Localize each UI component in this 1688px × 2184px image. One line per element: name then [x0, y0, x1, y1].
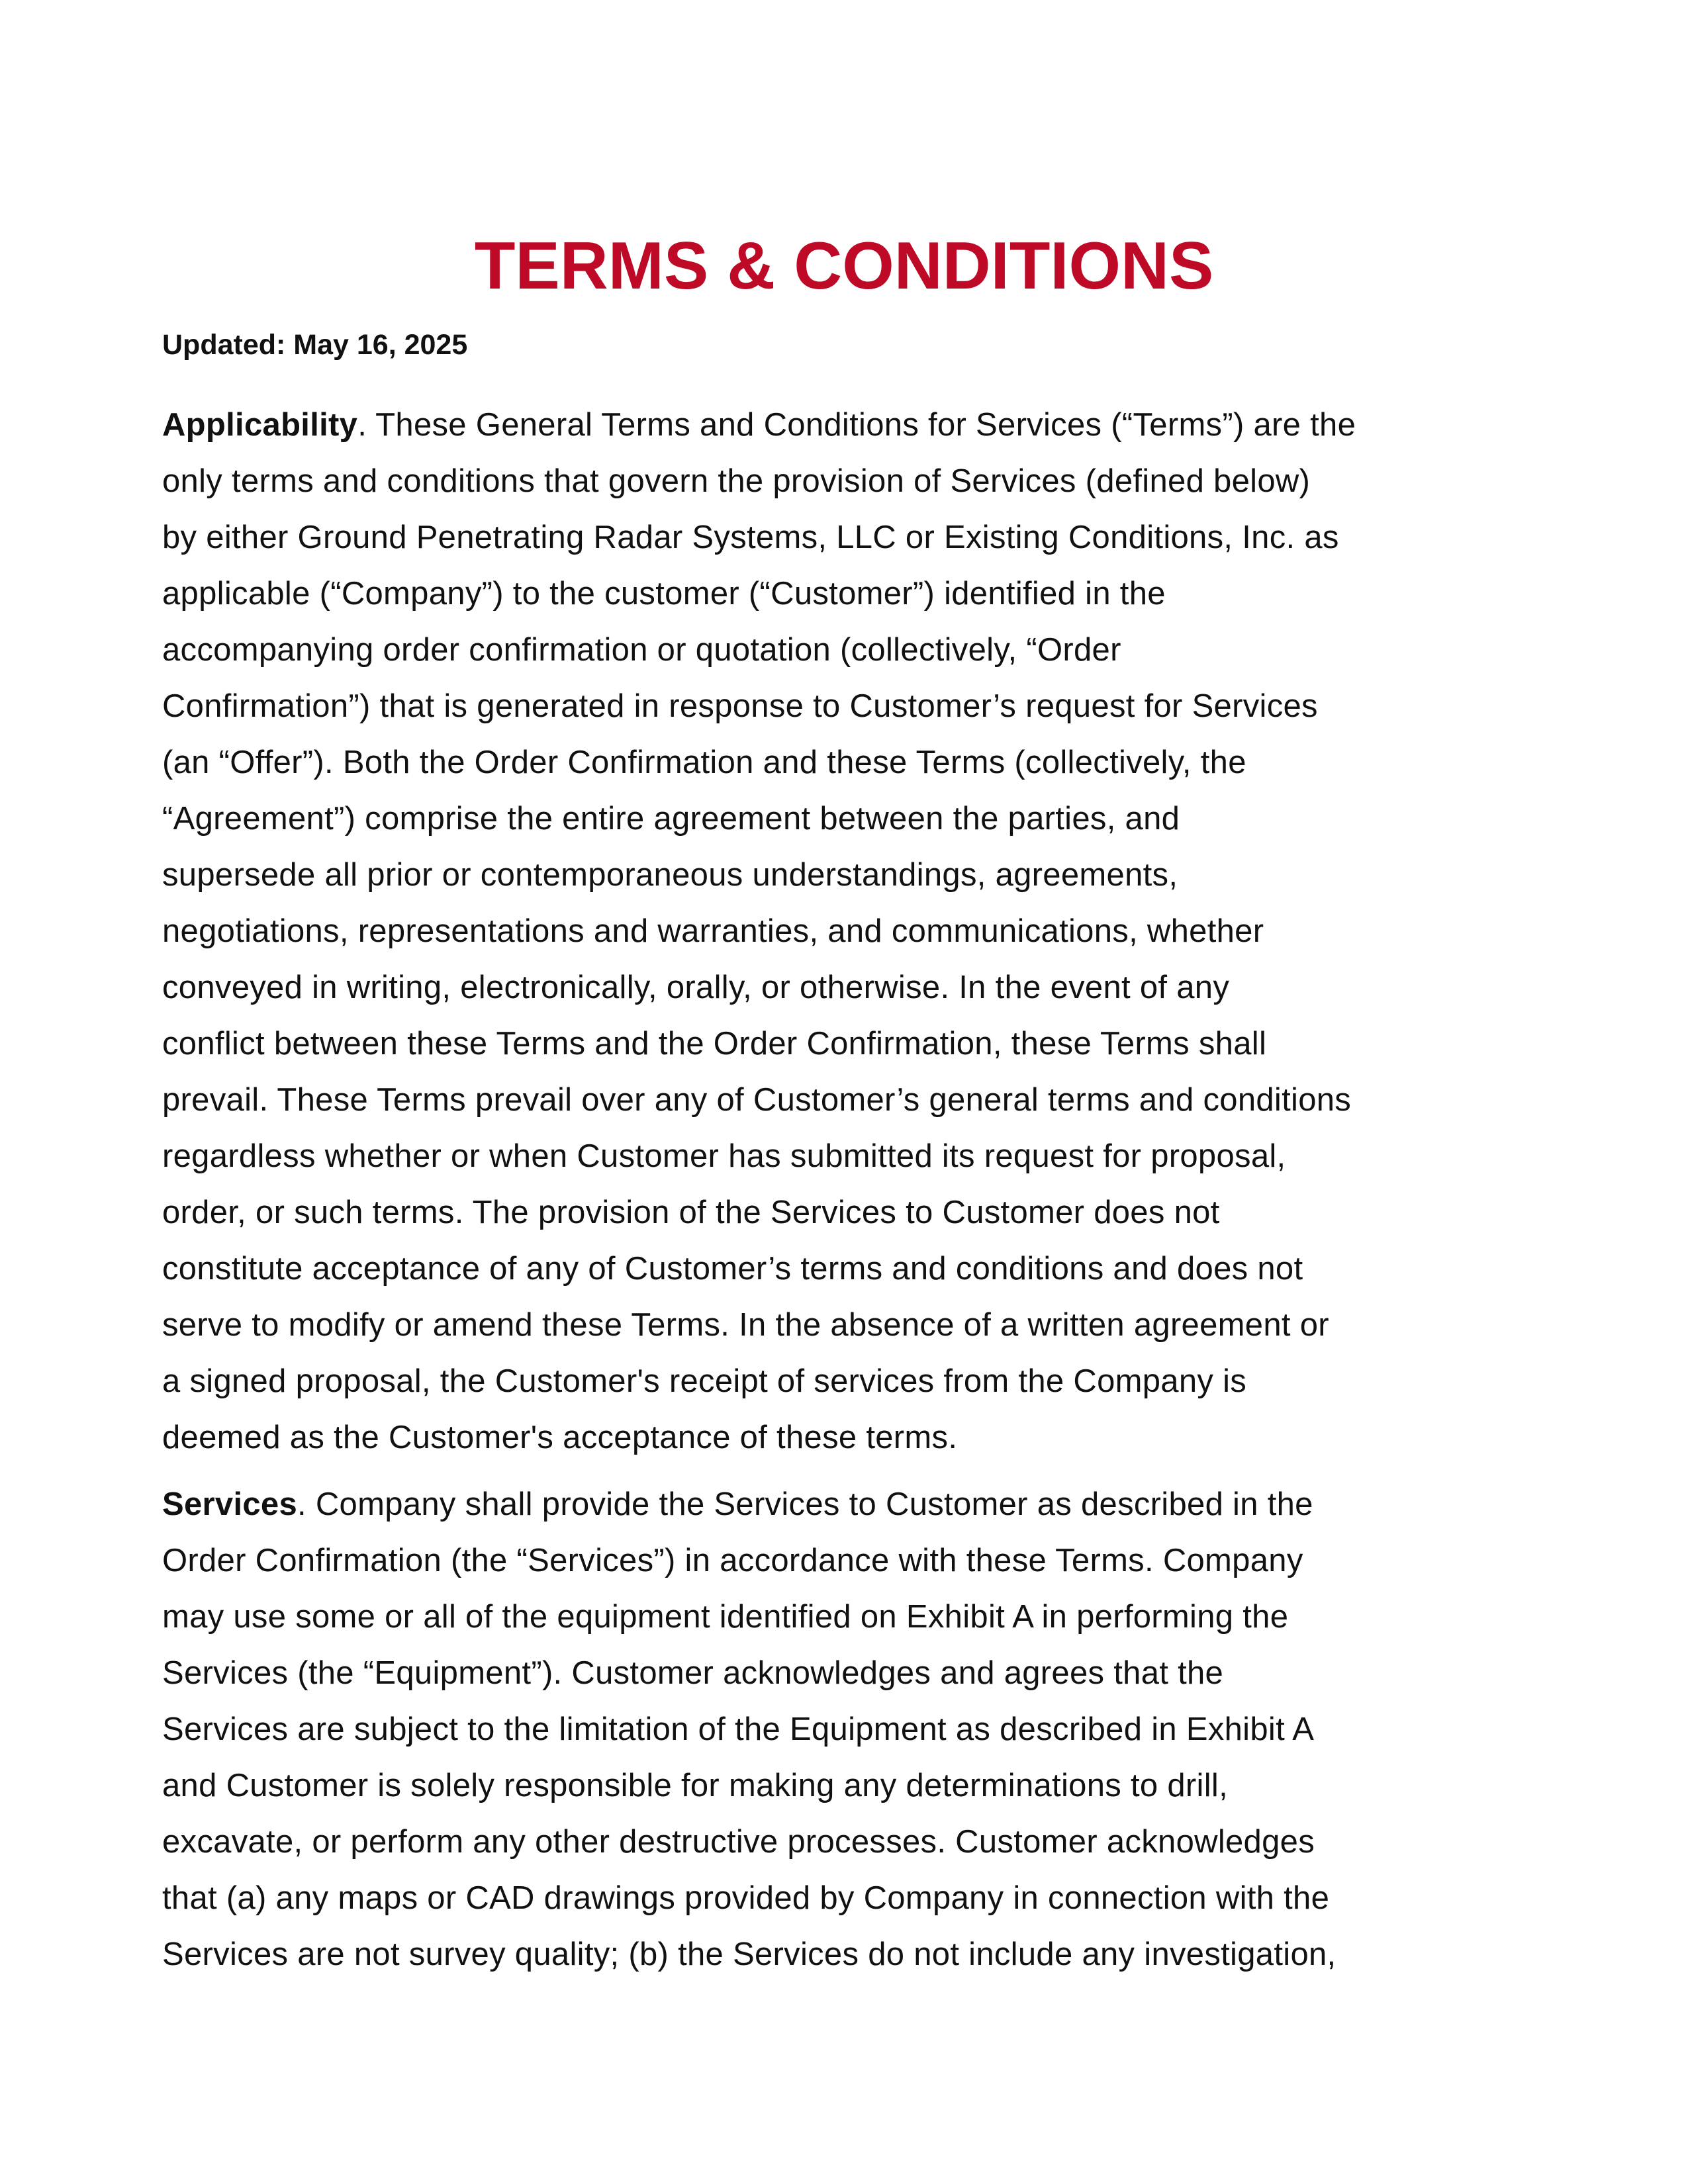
- paragraph-line: Services are subject to the limitation of the Equipment as described in Exhibit A: [162, 1711, 1315, 1747]
- paragraph-services: [162, 1477, 1552, 1983]
- paragraph-text: . These General Terms and Conditions for Services (“Terms”) are the: [357, 407, 1356, 443]
- paragraph-line: regardless whether or when Customer has submitted its request for proposal,: [162, 1138, 1286, 1174]
- section-heading: Services: [162, 1486, 298, 1522]
- paragraph-line: [162, 1477, 1552, 1533]
- paragraph-line: serve to modify or amend these Terms. In the absence of a written agreement or: [162, 1307, 1329, 1343]
- paragraph-line: by either Ground Penetrating Radar Systems, LLC or Existing Conditions, Inc. as: [162, 520, 1339, 555]
- paragraph-line: supersede all prior or contemporaneous understandings, agreements,: [162, 857, 1178, 893]
- paragraph-line: prevail. These Terms prevail over any of Customer’s general terms and conditions: [162, 1082, 1352, 1118]
- paragraph-line: conflict between these Terms and the Order Confirmation, these Terms shall: [162, 1026, 1267, 1062]
- paragraph-line: may use some or all of the equipment identified on Exhibit A in performing the: [162, 1599, 1289, 1635]
- paragraph-line: “Agreement”) comprise the entire agreement between the parties, and: [162, 801, 1180, 837]
- document-body: [162, 397, 1552, 1993]
- paragraph-applicability: [162, 397, 1552, 1466]
- paragraph-line: a signed proposal, the Customer's receipt of services from the Company is: [162, 1363, 1247, 1399]
- paragraph-line: conveyed in writing, electronically, orally, or otherwise. In the event of any: [162, 970, 1230, 1005]
- paragraph-line: accompanying order confirmation or quotation (collectively, “Order: [162, 632, 1121, 668]
- paragraph-line: Services are not survey quality; (b) the Services do not include any investigation,: [162, 1936, 1336, 1972]
- paragraph-line: negotiations, representations and warranties, and communications, whether: [162, 913, 1264, 949]
- paragraph-line: Services (the “Equipment”). Customer acknowledges and agrees that the: [162, 1655, 1224, 1691]
- paragraph-line: applicable (“Company”) to the customer (“Customer”) identified in the: [162, 576, 1166, 612]
- paragraph-text: . Company shall provide the Services to Customer as described in the: [297, 1486, 1313, 1522]
- paragraph-line: deemed as the Customer's acceptance of these terms.: [162, 1420, 958, 1455]
- paragraph-line: excavate, or perform any other destructive processes. Customer acknowledges: [162, 1824, 1315, 1860]
- paragraph-line: and Customer is solely responsible for making any determinations to drill,: [162, 1768, 1228, 1803]
- paragraph-line: only terms and conditions that govern the provision of Services (defined below): [162, 463, 1311, 499]
- paragraph-lines: [162, 453, 1552, 1466]
- updated-date: Updated: May 16, 2025: [162, 329, 468, 361]
- paragraph-line: (an “Offer”). Both the Order Confirmation and these Terms (collectively, the: [162, 745, 1246, 780]
- paragraph-lines: [162, 1533, 1552, 1983]
- paragraph-line: [162, 397, 1552, 453]
- paragraph-line: Order Confirmation (the “Services”) in accordance with these Terms. Company: [162, 1543, 1303, 1578]
- paragraph-line: that (a) any maps or CAD drawings provided by Company in connection with the: [162, 1880, 1330, 1916]
- paragraph-line: constitute acceptance of any of Customer’s terms and conditions and does not: [162, 1251, 1303, 1287]
- paragraph-line: order, or such terms. The provision of the Services to Customer does not: [162, 1195, 1220, 1230]
- paragraph-line: Confirmation”) that is generated in response to Customer’s request for Services: [162, 688, 1318, 724]
- section-heading: Applicability: [162, 407, 358, 443]
- page-title: TERMS & CONDITIONS: [474, 229, 1214, 303]
